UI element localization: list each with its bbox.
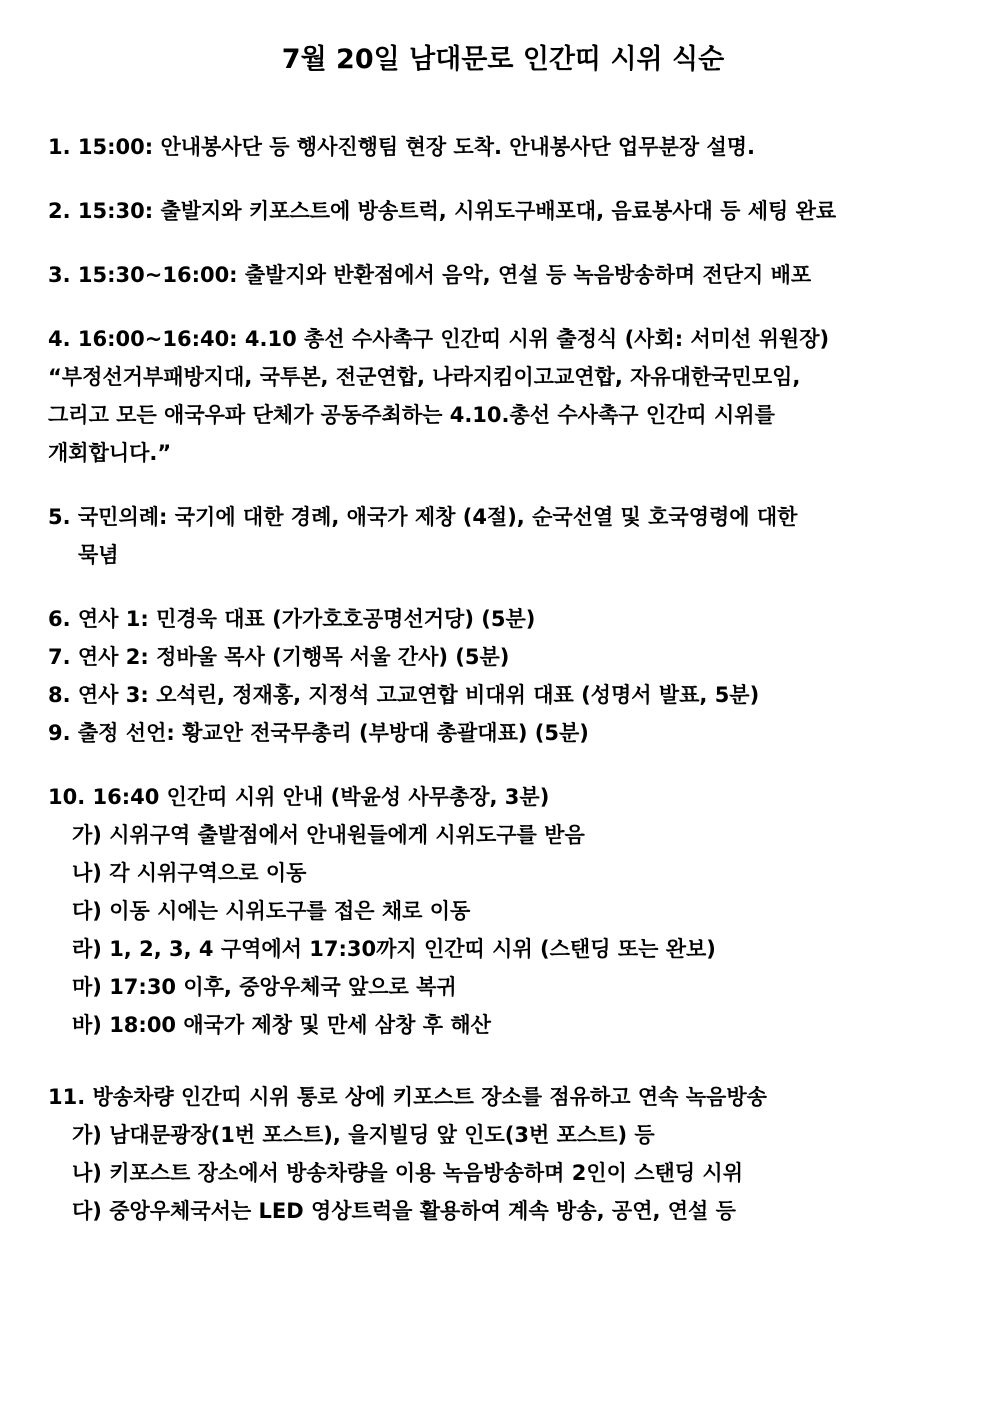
document-title: 7월 20일 남대문로 인간띠 시위 식순: [281, 44, 725, 75]
document-page: [48, 40, 958, 1230]
item-11-sub: 다) 중앙우체국서는 LED 영상트럭을 활용하여 계속 방송, 공연, 연설 등: [72, 1199, 736, 1223]
item-5-line-1: 5. 국민의례: 국기에 대한 경례, 애국가 제창 (4절), 순국선열 및 호국영령에 대한: [48, 505, 798, 529]
item-4-line-2: “부정선거부패방지대, 국투본, 전군연합, 나라지킴이고교연합, 자유대한국민모임,: [48, 365, 801, 389]
item-2: 2. 15:30: 출발지와 키포스트에 방송트럭, 시위도구배포대, 음료봉사대 등 세팅 완료: [48, 199, 837, 223]
spacer: [48, 294, 958, 320]
item-10-sub: 마) 17:30 이후, 중앙우체국 앞으로 복귀: [72, 975, 457, 999]
spacer: [48, 230, 958, 256]
item-11-head: 11. 방송차량 인간띠 시위 통로 상에 키포스트 장소를 점유하고 연속 녹음방송: [48, 1085, 767, 1109]
item-10-sub: 다) 이동 시에는 시위도구를 접은 채로 이동: [72, 899, 471, 923]
item-10-head: 10. 16:40 인간띠 시위 안내 (박윤성 사무총장, 3분): [48, 785, 550, 809]
item-8: 8. 연사 3: 오석린, 정재홍, 지정석 고교연합 비대위 대표 (성명서 발표, 5분): [48, 683, 760, 707]
item-7: 7. 연사 2: 정바울 목사 (기행목 서울 간사) (5분): [48, 645, 510, 669]
item-4-line-3: 그리고 모든 애국우파 단체가 공동주최하는 4.10.총선 수사촉구 인간띠 시위를: [48, 403, 775, 427]
item-4-line-4: 개회합니다.”: [48, 441, 172, 465]
spacer: [48, 1044, 958, 1070]
item-10-sub: 나) 각 시위구역으로 이동: [72, 861, 307, 885]
item-1: 1. 15:00: 안내봉사단 등 행사진행팀 현장 도착. 안내봉사단 업무분장 설명.: [48, 135, 756, 159]
item-3: 3. 15:30~16:00: 출발지와 반환점에서 음악, 연설 등 녹음방송하며 전단지 배포: [48, 263, 812, 287]
item-4-line-1: 4. 16:00~16:40: 4.10 총선 수사촉구 인간띠 시위 출정식 (사회: 서미선 위원장): [48, 327, 830, 351]
item-10-sub: 가) 시위구역 출발점에서 안내원들에게 시위도구를 받음: [72, 823, 585, 847]
spacer: [48, 1070, 958, 1078]
spacer: [48, 752, 958, 778]
item-10-sub: 바) 18:00 애국가 제창 및 만세 삼창 후 해산: [72, 1013, 491, 1037]
item-11-sub: 가) 남대문광장(1번 포스트), 을지빌딩 앞 인도(3번 포스트) 등: [72, 1123, 655, 1147]
item-9: 9. 출정 선언: 황교안 전국무총리 (부방대 총괄대표) (5분): [48, 721, 589, 745]
item-5-line-2: 묵념: [78, 543, 119, 567]
spacer: [48, 472, 958, 498]
item-10-sub: 라) 1, 2, 3, 4 구역에서 17:30까지 인간띠 시위 (스탠딩 또는 완보): [72, 937, 716, 961]
item-11-sub: 나) 키포스트 장소에서 방송차량을 이용 녹음방송하며 2인이 스탠딩 시위: [72, 1161, 743, 1185]
spacer: [48, 574, 958, 600]
spacer: [48, 166, 958, 192]
item-6: 6. 연사 1: 민경욱 대표 (가가호호공명선거당) (5분): [48, 607, 536, 631]
